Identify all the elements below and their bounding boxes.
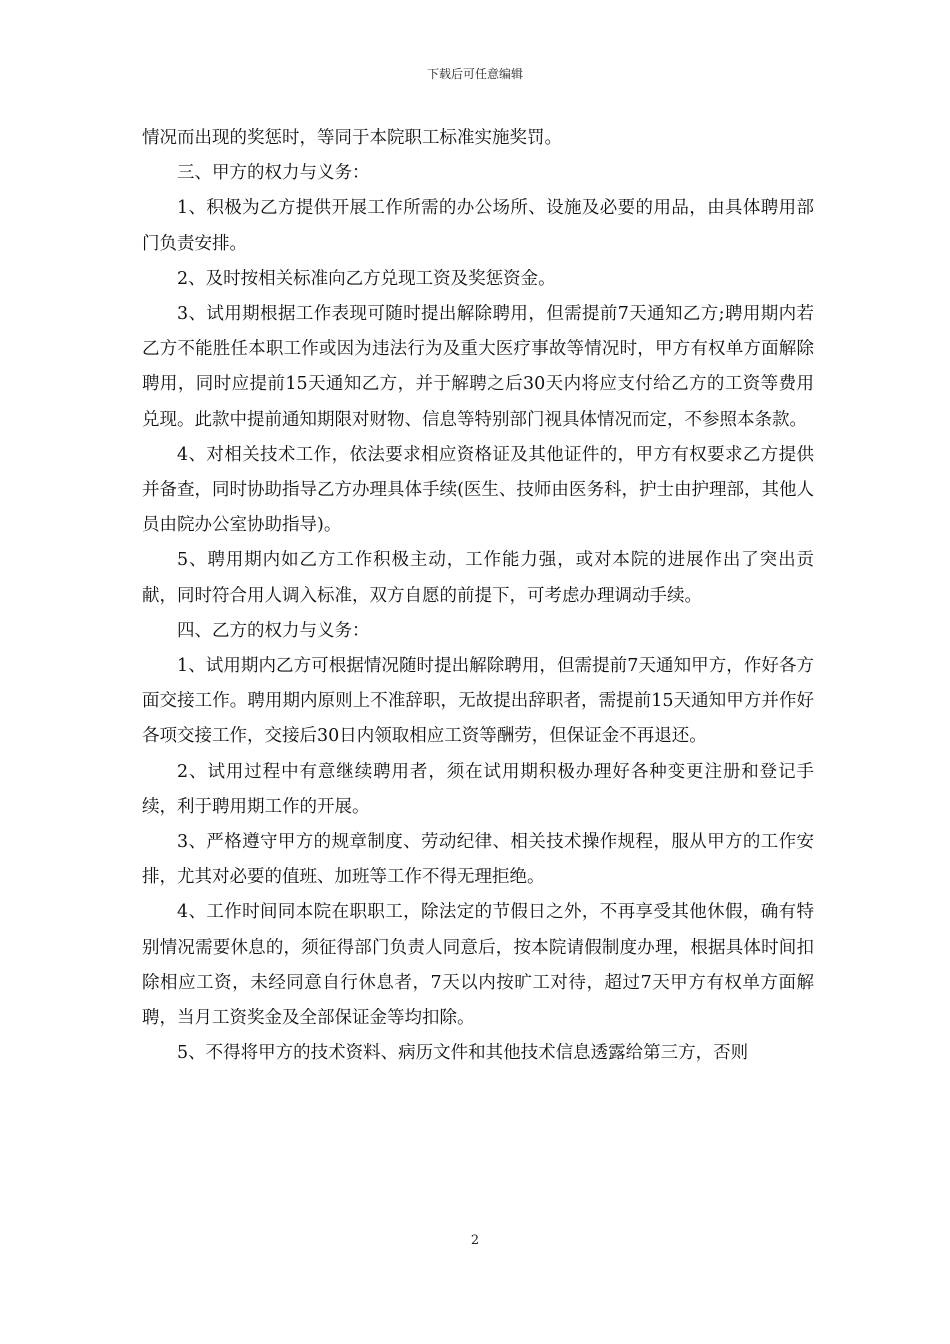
section-heading: 三、甲方的权力与义务： (177, 163, 370, 184)
paragraph: 3、严格遵守甲方的规章制度、劳动纪律、相关技术操作规程，服从甲方的工作安排，尤其对必要的值班、加班等工作不得无理拒绝。 (142, 832, 814, 888)
paragraph: 2、试用过程中有意继续聘用者，须在试用期积极办理好各种变更注册和登记手续，利于聘用期工作的开展。 (142, 761, 814, 817)
paragraph: 情况而出现的奖惩时，等同于本院职工标准实施奖罚。 (142, 128, 562, 148)
page-number: 2 (470, 1233, 480, 1248)
paragraph: 1、试用期内乙方可根据情况随时提出解除聘用，但需提前7天通知甲方，作好各方面交接工作。聘用期内原则上不准辞职，无故提出辞职者，需提前15天通知甲方并作好各项交接工作，交接后30日内领取相应工资等酬劳，但保证金不再退还。 (142, 656, 814, 747)
paragraph: 2、及时按相关标准向乙方兑现工资及奖惩资金。 (177, 268, 556, 289)
page-header: 下载后可任意编辑 (426, 67, 523, 81)
paragraph: 4、工作时间同本院在职职工，除法定的节假日之外，不再享受其他休假，确有特别情况需要休息的，须征得部门负责人同意后，按本院请假制度办理，根据具体时间扣除相应工资，未经同意自行休息者，7天以内按旷工对待，超过7天甲方有权单方面解聘，当月工资奖金及全部保证金等均扣除。 (142, 902, 814, 1029)
document-body (142, 121, 814, 1071)
section-heading: 四、乙方的权力与义务： (177, 620, 370, 641)
paragraph: 1、积极为乙方提供开展工作所需的办公场所、设施及必要的用品，由具体聘用部门负责安排。 (142, 198, 814, 254)
paragraph: 5、不得将甲方的技术资料、病历文件和其他技术信息透露给第三方，否则 (177, 1043, 749, 1064)
paragraph: 5、聘用期内如乙方工作积极主动，工作能力强，或对本院的进展作出了突出贡献，同时符合用人调入标准，双方自愿的前提下，可考虑办理调动手续。 (142, 550, 814, 606)
paragraph: 4、对相关技术工作，依法要求相应资格证及其他证件的，甲方有权要求乙方提供并备查，同时协助指导乙方办理具体手续(医生、技师由医务科，护士由护理部，其他人员由院办公室协助指导)。 (142, 444, 814, 536)
paragraph: 3、试用期根据工作表现可随时提出解除聘用，但需提前7天通知乙方;聘用期内若乙方不能胜任本职工作或因为违法行为及重大医疗事故等情况时，甲方有权单方面解除聘用，同时应提前15天通知乙方，并于解聘之后30天内将应支付给乙方的工资等费用兑现。此款中提前通知期限对财物、信息等特别部门视具体情况而定，不参照本条款。 (142, 304, 814, 430)
